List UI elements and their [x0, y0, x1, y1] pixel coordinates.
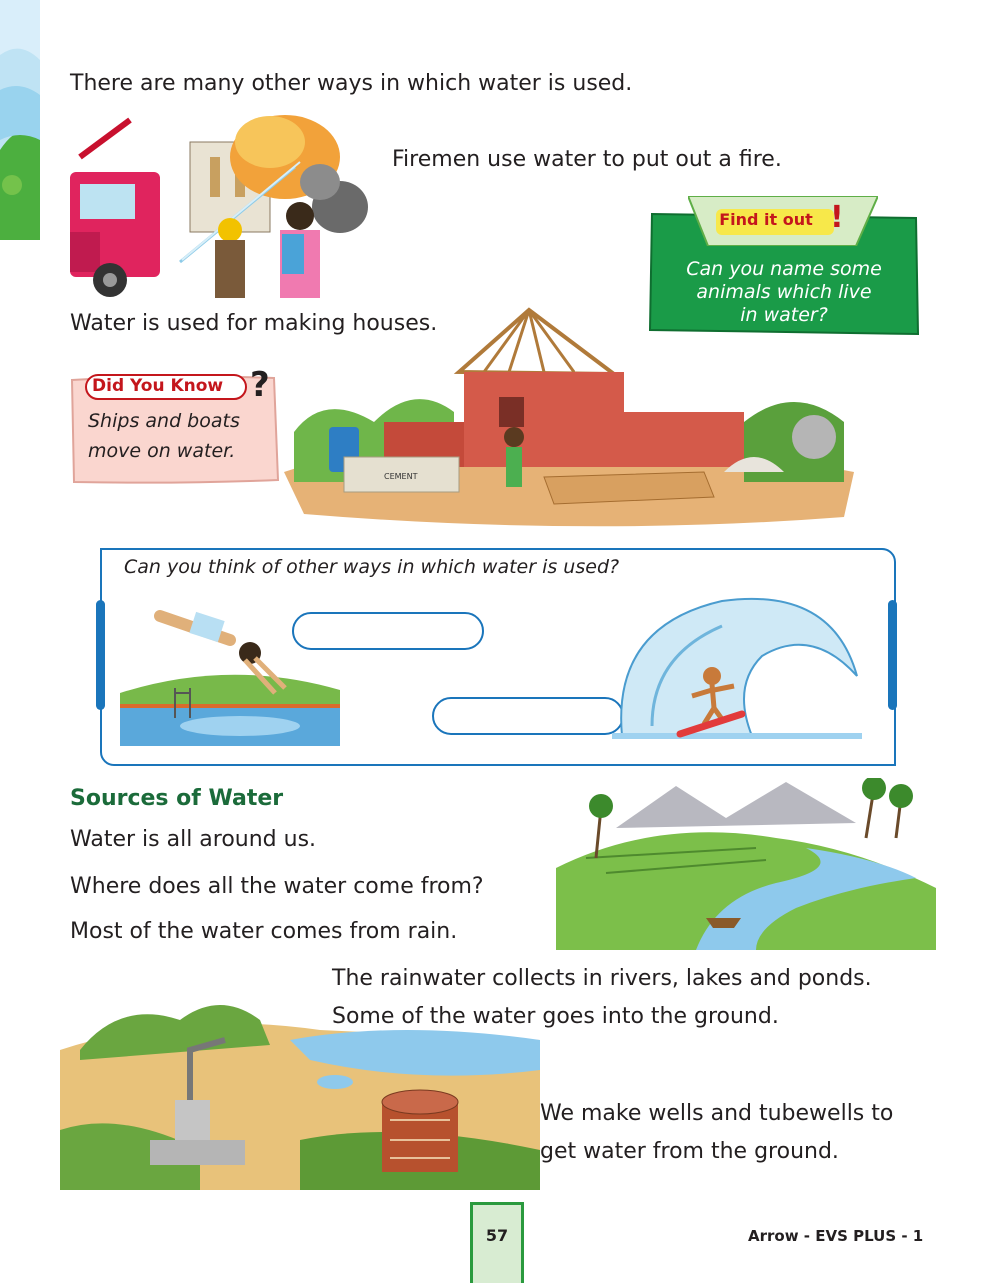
did-you-know-line: Ships and boats: [88, 410, 240, 432]
question-mark: ?: [250, 365, 270, 405]
activity-box-left-bar: [96, 600, 105, 710]
sources-line: Most of the water comes from rain.: [70, 919, 458, 944]
rain-line: Some of the water goes into the ground.: [332, 1004, 779, 1029]
question-line: in water?: [740, 304, 828, 326]
section-heading: Sources of Water: [70, 786, 284, 811]
firemen-text: Firemen use water to put out a fire.: [392, 147, 782, 172]
edge-decoration: [0, 0, 40, 240]
exclamation-mark: !: [830, 200, 844, 235]
did-you-know-line: move on water.: [88, 440, 236, 462]
intro-text: There are many other ways in which water is used.: [70, 71, 633, 96]
wells-line: We make wells and tubewells to: [540, 1101, 894, 1126]
did-you-know-label: Did You Know: [92, 376, 224, 396]
sources-line: Where does all the water come from?: [70, 874, 484, 899]
question-line: animals which live: [696, 281, 872, 303]
cement-bag-label: CEMENT: [384, 472, 418, 481]
find-it-out-label: Find it out: [719, 210, 813, 229]
well-illustration: [60, 990, 540, 1190]
wells-line: get water from the ground.: [540, 1139, 839, 1164]
answer-blank-1[interactable]: [292, 612, 484, 650]
answer-blank-2[interactable]: [432, 697, 624, 735]
house-building-illustration: [284, 282, 854, 530]
houses-text: Water is used for making houses.: [70, 311, 438, 336]
firemen-illustration: [70, 112, 380, 302]
activity-box-right-bar: [888, 600, 897, 710]
rain-line: The rainwater collects in rivers, lakes and ponds.: [332, 966, 872, 991]
book-footer: Arrow - EVS PLUS - 1: [748, 1227, 924, 1245]
question-line: Can you name some: [686, 258, 882, 280]
sources-line: Water is all around us.: [70, 827, 317, 852]
page-number: 57: [485, 1226, 509, 1245]
river-illustration: [556, 778, 936, 950]
activity-question: Can you think of other ways in which water is used?: [124, 556, 620, 578]
surfing-illustration: [612, 586, 862, 742]
